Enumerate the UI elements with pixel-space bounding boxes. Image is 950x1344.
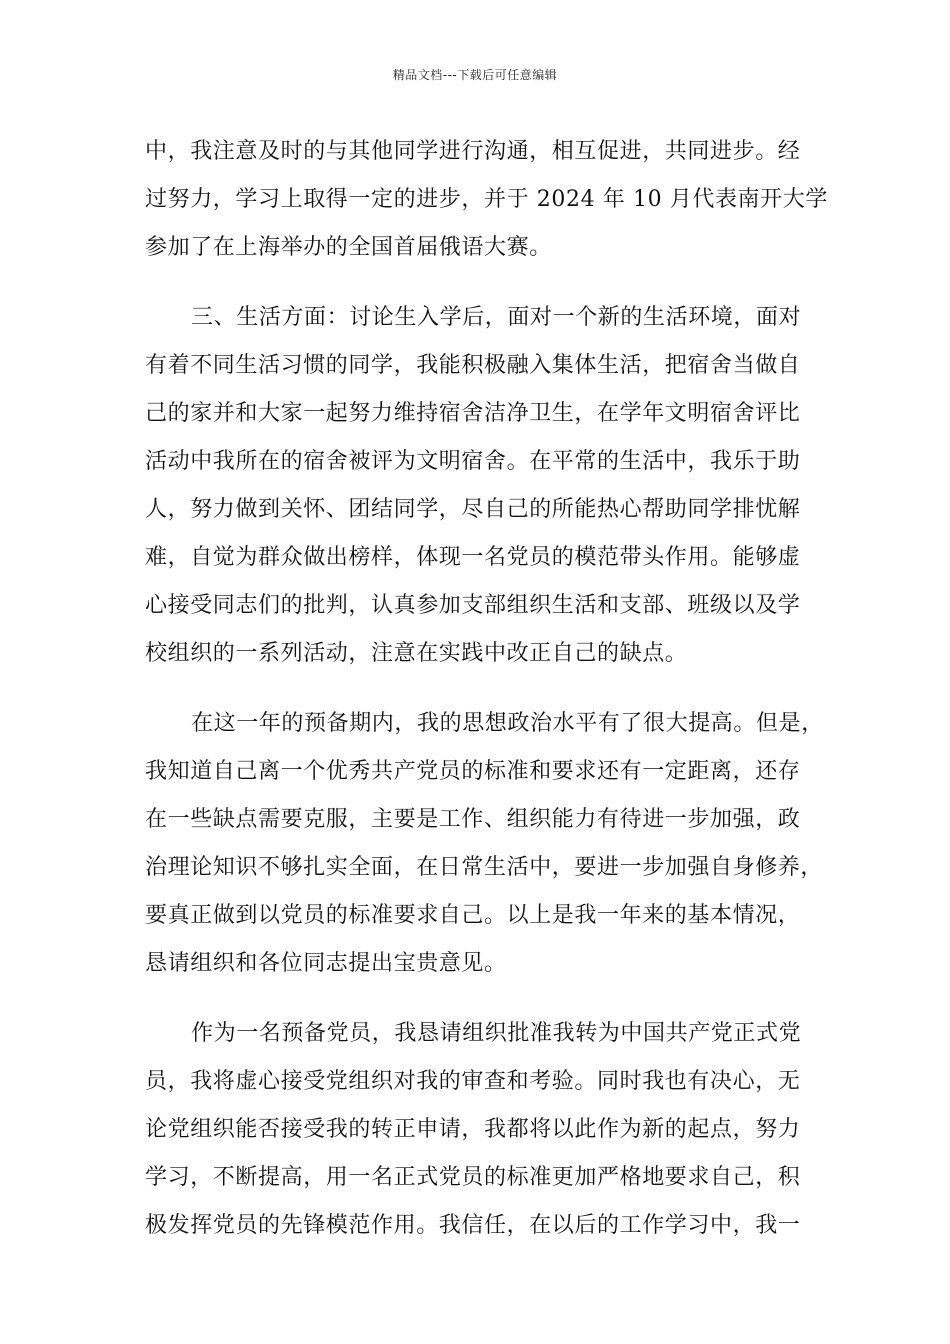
text-line: 参加了在上海举办的全国首届俄语大赛。	[145, 235, 552, 260]
text-line: 中，我注意及时的与其他同学进行沟通，相互促进，共同进步。经	[145, 139, 801, 164]
text-line: 论党组织能否接受我的转正申请，我都将以此作为新的起点，努力	[145, 1117, 801, 1142]
page-header: 精品文档---下载后可任意编辑	[392, 68, 558, 82]
text-line: 恳请组织和各位同志提出宝贵意见。	[145, 951, 507, 976]
text-line: 己的家并和大家一起努力维持宿舍洁净卫生，在学年文明宿舍评比	[145, 401, 801, 426]
text-line: 极发挥党员的先锋模范作用。我信任，在以后的工作学习中，我一	[145, 1213, 801, 1238]
text-line: 要真正做到以党员的标准要求自己。以上是我一年来的基本情况，	[145, 903, 801, 928]
text-line: 学习，不断提高，用一名正式党员的标准更加严格地要求自己，积	[145, 1165, 801, 1190]
paragraph-spacer	[145, 678, 827, 700]
paragraph-spacer	[145, 988, 827, 1010]
text-line: 三、生活方面：讨论生入学后，面对一个新的生活环境，面对	[191, 305, 802, 330]
text-line: 在这一年的预备期内，我的思想政治水平有了很大提高。但是，	[191, 711, 824, 736]
text-line: 治理论知识不够扎实全面，在日常生活中，要进一步加强自身修养，	[145, 855, 824, 880]
paragraph-application	[145, 1010, 827, 1250]
text-line: 在一些缺点需要克服，主要是工作、组织能力有待进一步加强，政	[145, 807, 801, 832]
document-body	[145, 128, 827, 1250]
paragraph-life-aspect	[145, 294, 827, 678]
text-line: 难，自觉为群众做出榜样，体现一名党员的模范带头作用。能够虚	[145, 545, 801, 570]
paragraph-spacer	[145, 272, 827, 294]
text-line: 活动中我所在的宿舍被评为文明宿舍。在平常的生活中，我乐于助	[145, 449, 801, 474]
paragraph-study-result	[145, 128, 827, 272]
text-line: 人，努力做到关怀、团结同学，尽自己的所能热心帮助同学排忧解	[145, 497, 801, 522]
text-line: 作为一名预备党员，我恳请组织批准我转为中国共产党正式党	[191, 1021, 802, 1046]
text-line: 心接受同志们的批判，认真参加支部组织生活和支部、班级以及学	[145, 593, 801, 618]
text-line: 员，我将虚心接受党组织对我的审查和考验。同时我也有决心，无	[145, 1069, 801, 1094]
text-line: 有着不同生活习惯的同学，我能积极融入集体生活，把宿舍当做自	[145, 353, 801, 378]
text-line: 过努力，学习上取得一定的进步，并于 2024 年 10 月代表南开大学	[145, 187, 828, 212]
text-line: 我知道自己离一个优秀共产党员的标准和要求还有一定距离，还存	[145, 759, 801, 784]
paragraph-self-assessment	[145, 700, 827, 988]
text-line: 校组织的一系列活动，注意在实践中改正自己的缺点。	[145, 641, 688, 666]
